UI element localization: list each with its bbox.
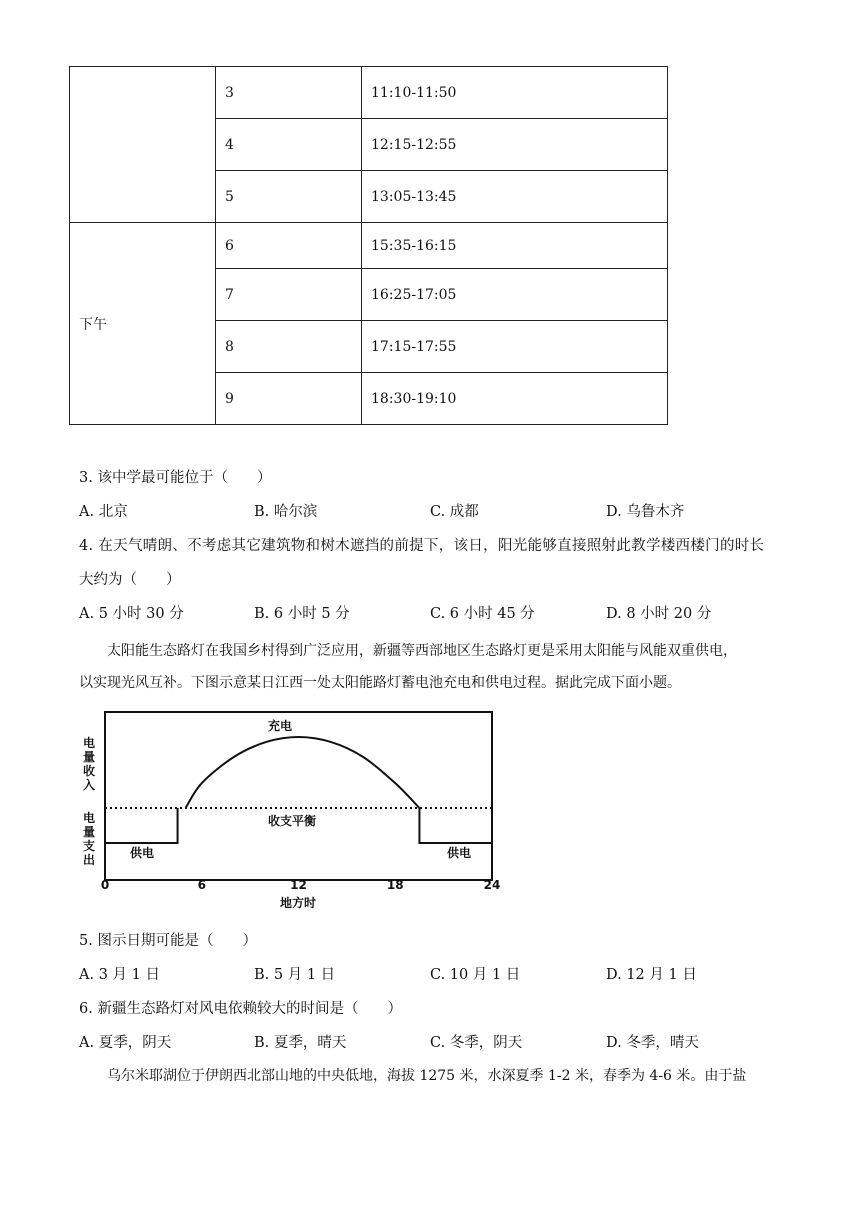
y-label-char: 量 (82, 825, 96, 839)
question-4-stem: 4. 在天气晴朗、不考虑其它建筑物和树木遮挡的前提下，该日，阳光能够直接照射此教学楼西楼门的时长 (79, 538, 765, 554)
x-tick-label: 18 (386, 878, 404, 892)
supply-label-right: 供电 (446, 846, 472, 860)
lesson-cell: 6 (216, 223, 362, 269)
table-row (70, 67, 668, 119)
y-label-char: 收 (82, 764, 96, 778)
x-tick-label: 24 (483, 878, 501, 892)
lesson-cell: 5 (216, 171, 362, 223)
lesson-cell: 7 (216, 269, 362, 321)
q3-option-a: A. 北京 (79, 504, 128, 520)
y-label-char: 电 (82, 736, 96, 750)
q4-option-d: D. 8 小时 20 分 (606, 606, 712, 622)
schedule-table (69, 66, 668, 425)
y-label-char: 支 (82, 839, 96, 853)
balance-label: 收支平衡 (267, 814, 317, 828)
x-tick-label: 12 (290, 878, 307, 892)
q5-option-d: D. 12 月 1 日 (606, 967, 697, 983)
lesson-cell: 8 (216, 321, 362, 373)
period-cell (70, 67, 216, 223)
q5-option-a: A. 3 月 1 日 (79, 967, 160, 983)
time-cell: 12:15-12:55 (362, 119, 668, 171)
lesson-cell: 3 (216, 67, 362, 119)
x-axis-label: 地方时 (279, 896, 317, 910)
y-label-expense (83, 810, 95, 867)
q5-option-b: B. 5 月 1 日 (254, 967, 336, 983)
x-tick-label: 6 (197, 878, 206, 892)
charging-chart (70, 706, 510, 916)
lesson-cell: 4 (216, 119, 362, 171)
lesson-cell: 9 (216, 373, 362, 425)
table-row (70, 223, 668, 269)
y-label-income (83, 735, 96, 792)
time-cell: 16:25-17:05 (362, 269, 668, 321)
x-tick-label: 0 (100, 878, 110, 892)
q6-option-d: D. 冬季，晴天 (606, 1035, 699, 1051)
q4-option-b: B. 6 小时 5 分 (254, 606, 350, 622)
y-label-char: 出 (82, 853, 96, 867)
y-label-char: 入 (82, 778, 96, 792)
passage-2-line-1: 乌尔米耶湖位于伊朗西北部山地的中央低地，海拔 1275 米，水深夏季 1-2 米，春季为 4-6 米。由于盐 (107, 1068, 747, 1084)
supply-label-left: 供电 (129, 846, 155, 860)
y-label-char: 电 (82, 811, 96, 825)
time-cell: 15:35-16:15 (362, 223, 668, 269)
q4-option-c: C. 6 小时 45 分 (430, 606, 535, 622)
q3-option-d: D. 乌鲁木齐 (606, 504, 685, 520)
passage-1-line-1: 太阳能生态路灯在我国乡村得到广泛应用，新疆等西部地区生态路灯更是采用太阳能与风能双重供电， (107, 643, 737, 659)
charge-curve (186, 737, 420, 808)
passage-1-line-2: 以实现光风互补。下图示意某日江西一处太阳能路灯蓄电池充电和供电过程。据此完成下面小题。 (79, 675, 681, 691)
q6-option-a: A. 夏季，阴天 (79, 1035, 172, 1051)
q6-option-c: C. 冬季，阴天 (430, 1035, 523, 1051)
period-cell: 下午 (70, 223, 216, 425)
q6-option-b: B. 夏季，晴天 (254, 1035, 347, 1051)
question-5-stem: 5. 图示日期可能是（ ） (79, 933, 257, 949)
question-6-stem: 6. 新疆生态路灯对风电依赖较大的时间是（ ） (79, 1001, 402, 1017)
charge-label: 充电 (267, 719, 293, 733)
q3-option-b: B. 哈尔滨 (254, 504, 318, 520)
time-cell: 18:30-19:10 (362, 373, 668, 425)
question-3-stem: 3. 该中学最可能位于（ ） (79, 470, 272, 486)
time-cell: 13:05-13:45 (362, 171, 668, 223)
q4-option-a: A. 5 小时 30 分 (79, 606, 184, 622)
q3-option-c: C. 成都 (430, 504, 479, 520)
time-cell: 11:10-11:50 (362, 67, 668, 119)
time-cell: 17:15-17:55 (362, 321, 668, 373)
q5-option-c: C. 10 月 1 日 (430, 967, 521, 983)
y-label-char: 量 (82, 750, 96, 764)
question-4-stem-cont: 大约为（ ） (79, 572, 181, 588)
